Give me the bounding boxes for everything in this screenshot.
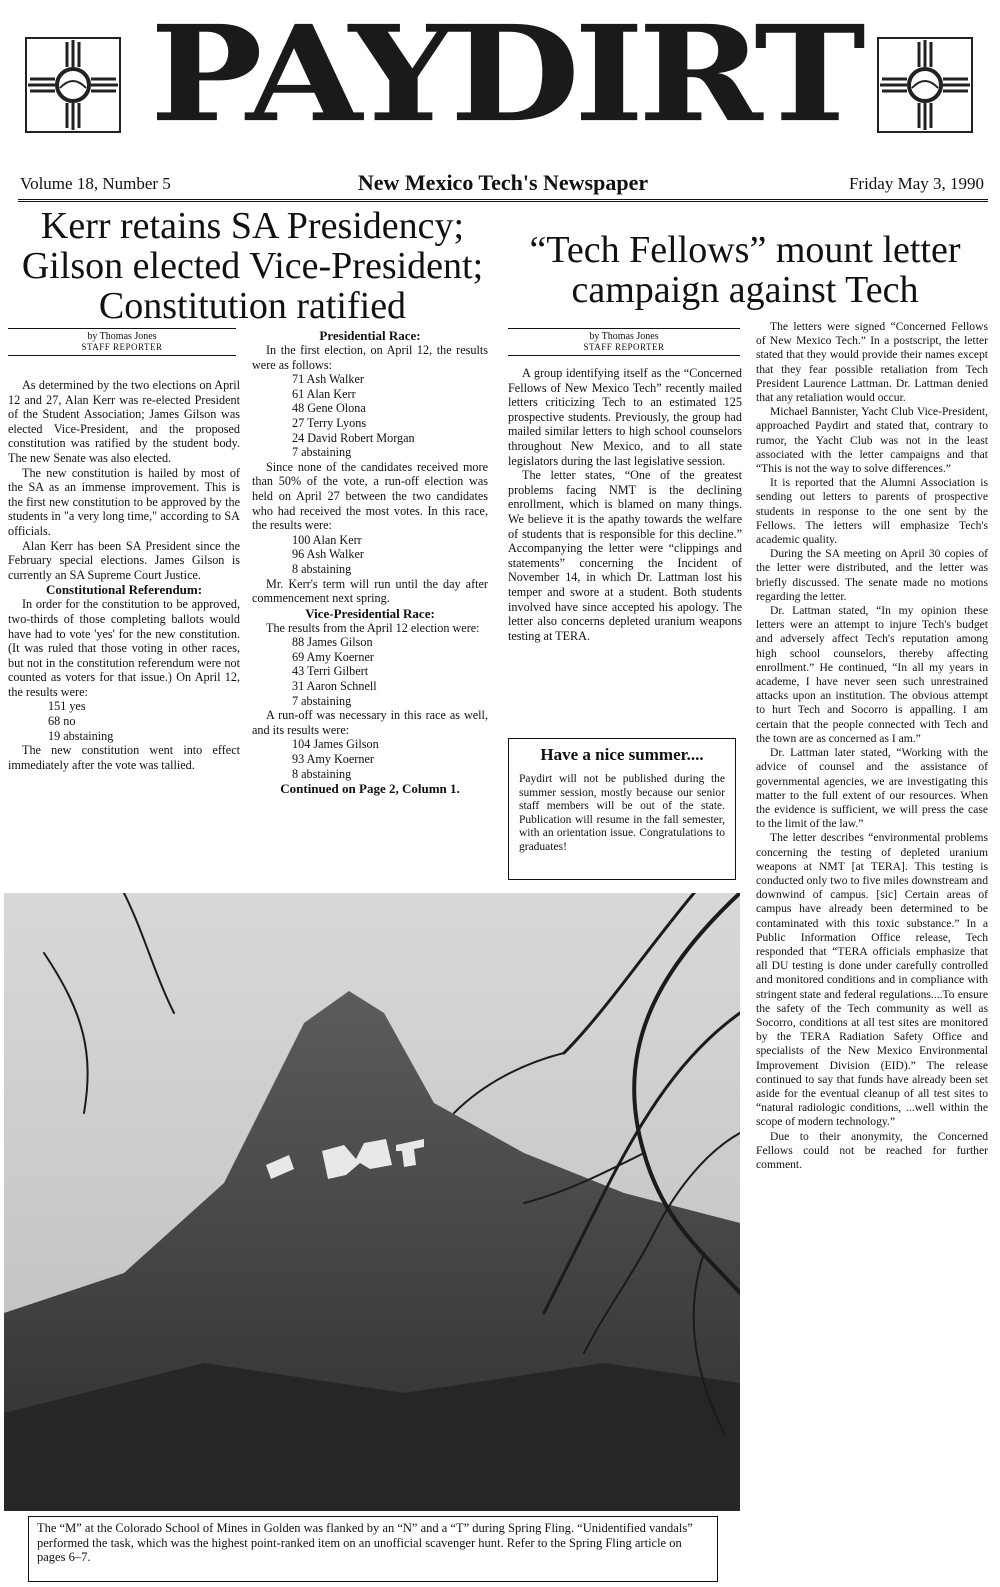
result-line: 24 David Robert Morgan bbox=[292, 430, 415, 445]
kerr-byline bbox=[8, 328, 236, 356]
paragraph: The results from the April 12 election were: bbox=[266, 620, 480, 635]
paragraph: In order for the constitution to be approved, two-thirds of those completing ballots would have had to vote 'yes' for the new constitution. (It was ruled that those voting in other races, but not in the constitution referendum were not counted as voters for that issue.) On April 12, the results were: bbox=[8, 597, 240, 699]
kerr-headline-line-1: Kerr retains SA Presidency; bbox=[40, 205, 465, 247]
paragraph: In the first election, on April 12, the results were as follows: bbox=[252, 343, 488, 372]
tech-fellows-headline bbox=[505, 230, 985, 310]
paragraph: The new constitution went into effect immediately after the vote was tallied. bbox=[8, 743, 240, 772]
result-line: 8 abstaining bbox=[292, 766, 352, 781]
summer-notice-title: Have a nice summer.... bbox=[540, 745, 704, 764]
paragraph: Michael Bannister, Yacht Club Vice-President, approached Paydirt and stated that, contrary to rumor, the Yacht Club was not in the least associated with the letter campaigns and that “This is not the way to solve differences.” bbox=[756, 405, 988, 476]
tech-fellows-headline-line-2: campaign against Tech bbox=[571, 269, 919, 311]
paragraph: A run-off was necessary in this race as well, and its results were: bbox=[252, 708, 488, 737]
paper-name: New Mexico Tech's Newspaper bbox=[357, 170, 649, 195]
paragraph: The letter describes “environmental problems concerning the testing of depleted uranium weapons at NMT [at TERA]. This testing is conducted only two to five miles downstream and downwind of campus. [sic] Certain areas of campus have already been determined to be contaminated with this toxic substance.” In a Public Information Office release, Tech responded that “TERA officials emphasize that all DU testing is done under carefully controlled and monitored conditions and in compliance with stringent state and federal regulations....To ensure the safety of the Tech community as well as Socorro, conditions at all test sites are monitored by the TERA Radiation Safety Office and specialists of the New Mexico Environmental Improvement Division (EID).” The release continued to say that funds have already been set aside for the eventual cleanup of all test sites to “natural radiologic conditions, ...well within the scope of modern technology.” bbox=[756, 831, 988, 1129]
referendum-results bbox=[8, 699, 240, 743]
paragraph: Dr. Lattman later stated, “Working with the advice of counsel and the assistance of governmental agencies, we are investigating this matter to the full extent of our resources. When the evidence is sufficient, we will press the case to the limit of the law.” bbox=[756, 746, 988, 831]
result-line: 96 Ash Walker bbox=[292, 547, 364, 562]
paragraph: Since none of the candidates received more than 50% of the vote, a run-off election was held on April 27 between the two candidates who had received the most votes. In this race, the results were: bbox=[252, 459, 488, 533]
paragraph: Mr. Kerr's term will run until the day after commencement next spring. bbox=[252, 576, 488, 606]
paragraph: Dr. Lattman stated, “In my opinion these letters were an attempt to injure Tech's budget and adversely affect Tech's reputation among high school counselors, thereby affecting enrollment.” He continued, “In all my years in academe, I have never seen such unrestrained attacks upon an institution. The obvious attempt to hurt Tech and Socorro is appalling. I am certain that the people connected with Tech and the town are as concerned as I am.” bbox=[756, 604, 988, 745]
result-line: 100 Alan Kerr bbox=[292, 532, 362, 547]
paragraph: It is reported that the Alumni Association is sending out letters to parents of prospective students in response to the one sent by the Fellows. The letters will emphasize Tech's academic quality. bbox=[756, 476, 988, 547]
result-line: 104 James Gilson bbox=[292, 737, 379, 752]
paragraph: The new constitution is hailed by most of the SA as an immense improvement. This is the first new constitution to be approved by the students in "a very long time," according to SA officials. bbox=[8, 465, 240, 538]
vp-results bbox=[252, 635, 488, 708]
issue-date: Friday May 3, 1990 bbox=[848, 174, 984, 193]
dateline-bar bbox=[18, 172, 988, 202]
tech-fellows-column-2 bbox=[756, 320, 988, 1172]
result-line: 7 abstaining bbox=[292, 693, 352, 708]
tech-fellows-byline bbox=[508, 328, 740, 356]
photo-caption: The “M” at the Colorado School of Mines in Golden was flanked by an “N” and a “T” during Spring Fling. “Unidentified vandals” performed the task, which was the highest point-ranked item on an unofficial scavenger hunt. Refer to the Spring Fling article on pages 6–7. bbox=[28, 1516, 718, 1582]
volume-number: Volume 18, Number 5 bbox=[20, 174, 171, 193]
paragraph: Alan Kerr has been SA President since the February special elections. James Gilson is currently an SA Supreme Court Justice. bbox=[8, 538, 240, 582]
result-line: 61 Alan Kerr bbox=[292, 386, 356, 401]
photo-image bbox=[4, 893, 740, 1511]
result-line: 93 Amy Koerner bbox=[292, 752, 374, 767]
paragraph: A group identifying itself as the “Concerned Fellows of New Mexico Tech” recently mailed letters criticizing Tech to an estimated 125 prospective students. Previously, the group had mailed similar letters to high school counselors throughout New Mexico, and to all state legislators during the last legislative session. bbox=[508, 366, 742, 468]
result-line: 8 abstaining bbox=[292, 561, 352, 576]
result-line: 88 James Gilson bbox=[292, 635, 373, 650]
constitutional-referendum-subhead: Constitutional Referendum: bbox=[45, 582, 203, 598]
result-line: 68 no bbox=[48, 714, 76, 729]
byline-name: by Thomas Jones bbox=[87, 331, 157, 342]
mountain-nmt-photo bbox=[4, 893, 740, 1511]
result-line: 31 Aaron Schnell bbox=[292, 679, 377, 694]
kerr-headline bbox=[0, 206, 505, 326]
paragraph: As determined by the two elections on April 12 and 27, Alan Kerr was re-elected President of the Student Association; James Gilson was elected Vice-President, and the proposed constitution was ratified by the student body. The new Senate was also elected. bbox=[8, 378, 240, 465]
vp-runoff-results bbox=[252, 737, 488, 781]
presidential-results bbox=[252, 372, 488, 460]
zia-sun-emblem-left bbox=[18, 30, 128, 140]
newspaper-flag-title: PAYDIRT bbox=[150, 0, 860, 152]
paragraph: During the SA meeting on April 30 copies of the letter were distributed, and the letter was briefly discussed. The senate made no motions regarding the letter. bbox=[756, 547, 988, 603]
paragraph: The letters were signed “Concerned Fellows of New Mexico Tech.” In a postscript, the letter stated that they would provide their names except that they fear possible retaliation from Tech President Laurence Lattman. Dr. Lattman denied that any retaliation would occur. bbox=[756, 320, 988, 405]
result-line: 7 abstaining bbox=[292, 445, 352, 460]
zia-sun-emblem-right bbox=[870, 30, 980, 140]
kerr-headline-line-2: Gilson elected Vice-President; bbox=[21, 245, 484, 287]
result-line: 43 Terri Gilbert bbox=[292, 664, 369, 679]
paragraph: The letter states, “One of the greatest problems facing NMT is the declining enrollment, which is blamed on many things. We believe it is the apathy towards the welfare of students that is responsible for this decline.” Accompanying the letter were “clippings and statements” concerning the Incident of November 14, in which Dr. Lattman lost his temper and swore at a student. Both students involved have since accepted his apology. The letter also concerns depleted uranium weapons testing at TERA. bbox=[508, 468, 742, 643]
result-line: 151 yes bbox=[48, 699, 86, 714]
presidential-race-subhead: Presidential Race: bbox=[319, 328, 421, 343]
tech-fellows-column-1 bbox=[508, 366, 742, 643]
result-line: 48 Gene Olona bbox=[292, 401, 366, 416]
tech-fellows-headline-line-1: “Tech Fellows” mount letter bbox=[529, 229, 961, 271]
result-line: 71 Ash Walker bbox=[292, 372, 364, 387]
byline-role: STAFF REPORTER bbox=[583, 342, 665, 352]
vice-presidential-race-subhead: Vice-Presidential Race: bbox=[305, 605, 435, 621]
summer-notice-box bbox=[508, 738, 736, 880]
kerr-headline-line-3: Constitution ratified bbox=[98, 285, 407, 327]
kerr-story-column-2 bbox=[252, 328, 488, 796]
presidential-runoff-results bbox=[252, 533, 488, 577]
result-line: 27 Terry Lyons bbox=[292, 415, 367, 430]
byline-role: STAFF REPORTER bbox=[81, 342, 163, 352]
result-line: 19 abstaining bbox=[48, 728, 114, 743]
summer-notice-text: Paydirt will not be published during the summer session, mostly because our senior staff members will be out of the state. Publication will resume in the fall semester, with an orientation issue. Congratulations to graduates! bbox=[519, 773, 725, 853]
continued-link[interactable]: Continued on Page 2, Column 1. bbox=[280, 781, 460, 797]
paragraph: Due to their anonymity, the Concerned Fellows could not be reached for further comment. bbox=[756, 1129, 988, 1171]
result-line: 69 Amy Koerner bbox=[292, 649, 374, 664]
kerr-story-column-1 bbox=[8, 378, 240, 772]
masthead bbox=[0, 0, 1000, 172]
byline-name: by Thomas Jones bbox=[589, 331, 659, 342]
